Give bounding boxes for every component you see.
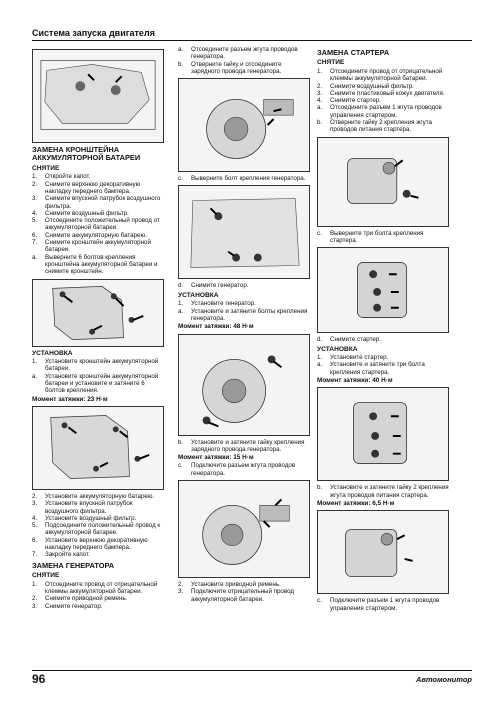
generator-connector-illustration [179, 481, 309, 577]
list-item: b. Отверните гайку 2 крепления жгута проводов питания стартера. [317, 119, 432, 134]
removal-steps [32, 173, 164, 275]
running-header: Система запуска двигателя [32, 28, 155, 38]
list-item: 1. Установите генератор. [178, 300, 256, 308]
list-item: 3. Снимите генератор. [32, 602, 103, 610]
figure-starter-connector-install [317, 510, 449, 594]
section-title-starter: ЗАМЕНА СТАРТЕРА [317, 48, 390, 57]
list-item: c. Подключите разъем 1 жгута проводов управления стартером. [317, 597, 440, 612]
removal-heading: СНЯТИЕ [317, 59, 345, 67]
list-item: 3. Подключите отрицательный провод аккумуляторной батареи. [178, 588, 294, 603]
list-item: b. Отверните гайку и отсоедините зарядного провода генератора. [178, 60, 282, 75]
list-item: c. Выверните три болта крепления стартера. [317, 229, 424, 244]
figure-starter-connector [317, 137, 449, 227]
generator-illustration [179, 79, 309, 171]
list-item: 6. Снимите аккумуляторную батарею. [32, 231, 147, 239]
list-item: b. Установите и затяните гайку крепления зарядного провода генератора. [178, 438, 305, 453]
list-item: d. Снимите стартер. [317, 336, 381, 344]
list-item: d. Снимите генератор. [178, 282, 249, 290]
figure-generator-bolt [178, 185, 310, 279]
bracket-install-illustration [33, 407, 163, 489]
generator-install-steps [178, 300, 310, 322]
figure-bracket-install [32, 406, 164, 490]
removal-heading: СНЯТИЕ [32, 164, 60, 172]
list-item: 2. Снимите верхнюю декоративную накладку переднего бампера. [32, 180, 141, 195]
column-1 [32, 46, 164, 610]
starter-removal-steps [317, 68, 449, 134]
list-item: c. Подключите разъем жгута проводов генератора. [178, 462, 296, 477]
list-item: 2. Установите приводной ремень. [178, 581, 281, 589]
header-rule [32, 40, 472, 41]
figure-starter-bolts [317, 247, 449, 333]
list-item: 2. Снимите приводной ремень. [32, 595, 128, 603]
starter-install-steps [317, 354, 449, 376]
publisher-name: Автомонитор [416, 675, 472, 684]
removal-heading: СНЯТИЕ [32, 572, 60, 580]
starter-install-illustration [318, 388, 448, 480]
list-item: 2. Установите аккумуляторную батарею. [32, 492, 155, 500]
list-item: a. Установите и затяните три болта крепления стартера. [317, 361, 425, 376]
list-item: 1. Установите кронштейн аккумуляторной батареи. [32, 358, 159, 373]
list-item: 3. Снимите впускной патрубок воздушного фильтра. [32, 195, 161, 210]
figure-generator-connector [178, 78, 310, 172]
torque-value: Момент затяжки: 48 Н·м [178, 323, 254, 331]
list-item: 4. Установите воздушный фильтр. [32, 514, 137, 522]
generator-bolt-illustration [179, 186, 309, 278]
install-steps [32, 358, 164, 394]
list-item: 6. Установите верхнюю декоративную накладку переднего бампера. [32, 536, 148, 552]
figure-starter-install [317, 387, 449, 481]
generator-install-illustration [179, 335, 309, 435]
list-item: a. Установите кронштейн аккумуляторной батареи и установите и затяните 6 болтов крепления. [32, 372, 159, 395]
list-item: a. Выверните 6 болтов крепления кронштейна аккумуляторной батареи и снимите кронштейн. [32, 253, 158, 276]
list-item: b. Установите и затяните гайку 2 крепления жгута проводов питания стартера. [317, 484, 449, 499]
list-item: a. Установите и затяните болты крепления генератора. [178, 307, 308, 322]
list-item: a. Отсоедините разъем жгута проводов генератора. [178, 46, 298, 61]
torque-value: Момент затяжки: 15 Н·м [178, 454, 254, 462]
install-heading: УСТАНОВКА [317, 345, 358, 353]
torque-value: Момент затяжки: 6,5 Н·м [317, 499, 395, 507]
list-item: 2. Снимите воздушный фильтр. [317, 82, 414, 90]
figure-battery-bracket-bolts [32, 279, 164, 347]
starter-bolts-illustration [318, 248, 448, 332]
list-item: 7. Снимите кронштейн аккумуляторной батареи. [32, 239, 151, 254]
list-item: 1. Отсоедините провод от отрицательной клеммы аккумуляторной батареи. [317, 68, 443, 83]
list-item: 1. Отсоедините провод от отрицательной клеммы аккумуляторной батареи. [32, 580, 158, 595]
footer-rule [32, 670, 472, 671]
list-item: 4. Снимите стартер. [317, 97, 381, 105]
list-item: 1. Установите стартер. [317, 354, 389, 362]
install-heading: УСТАНОВКА [178, 291, 219, 299]
starter-illustration [318, 138, 448, 226]
install-heading: УСТАНОВКА [32, 349, 73, 357]
generator-substeps [178, 46, 310, 75]
section-title-battery-bracket: ЗАМЕНА КРОНШТЕЙНА АККУМУЛЯТОРНОЙ БАТАРЕИ [32, 145, 141, 163]
engine-illustration [33, 50, 163, 142]
list-item: 1. Откройте капот. [32, 173, 91, 181]
list-item: 3. Снимите пластиковый кожух двигателя. [317, 89, 445, 97]
generator-removal-steps [32, 581, 164, 610]
bracket-illustration [33, 280, 163, 346]
figure-engine-bay-top [32, 49, 164, 143]
list-item: 7. Закройте капот. [32, 551, 90, 559]
list-item: 5. Отсоедините положительный провод от аккумуляторной батареи. [32, 217, 160, 232]
torque-value: Момент затяжки: 23 Н·м [32, 395, 108, 403]
list-item: 4. Снимите воздушный фильтр. [32, 209, 129, 217]
torque-value: Момент затяжки: 40 Н·м [317, 377, 393, 385]
generator-final-steps [178, 581, 310, 603]
column-2 [178, 46, 310, 603]
install-steps-continued [32, 493, 164, 559]
list-item: 5. Подсоедините положительный провод к аккумуляторной батарее. [32, 522, 161, 537]
starter-connector-illustration [318, 511, 448, 593]
section-title-generator: ЗАМЕНА ГЕНЕРАТОРА [32, 560, 115, 570]
page-number: 96 [32, 672, 46, 686]
figure-generator-connector-install [178, 480, 310, 578]
list-item: c. Выверните болт крепления генератора. [178, 175, 306, 183]
list-item: a. Отсоедините разъем 1 жгута проводов управления стартером. [317, 104, 442, 119]
list-item: 3. Установите впускной патрубок воздушного фильтра. [32, 500, 133, 515]
column-3 [317, 46, 449, 612]
figure-generator-install [178, 334, 310, 436]
